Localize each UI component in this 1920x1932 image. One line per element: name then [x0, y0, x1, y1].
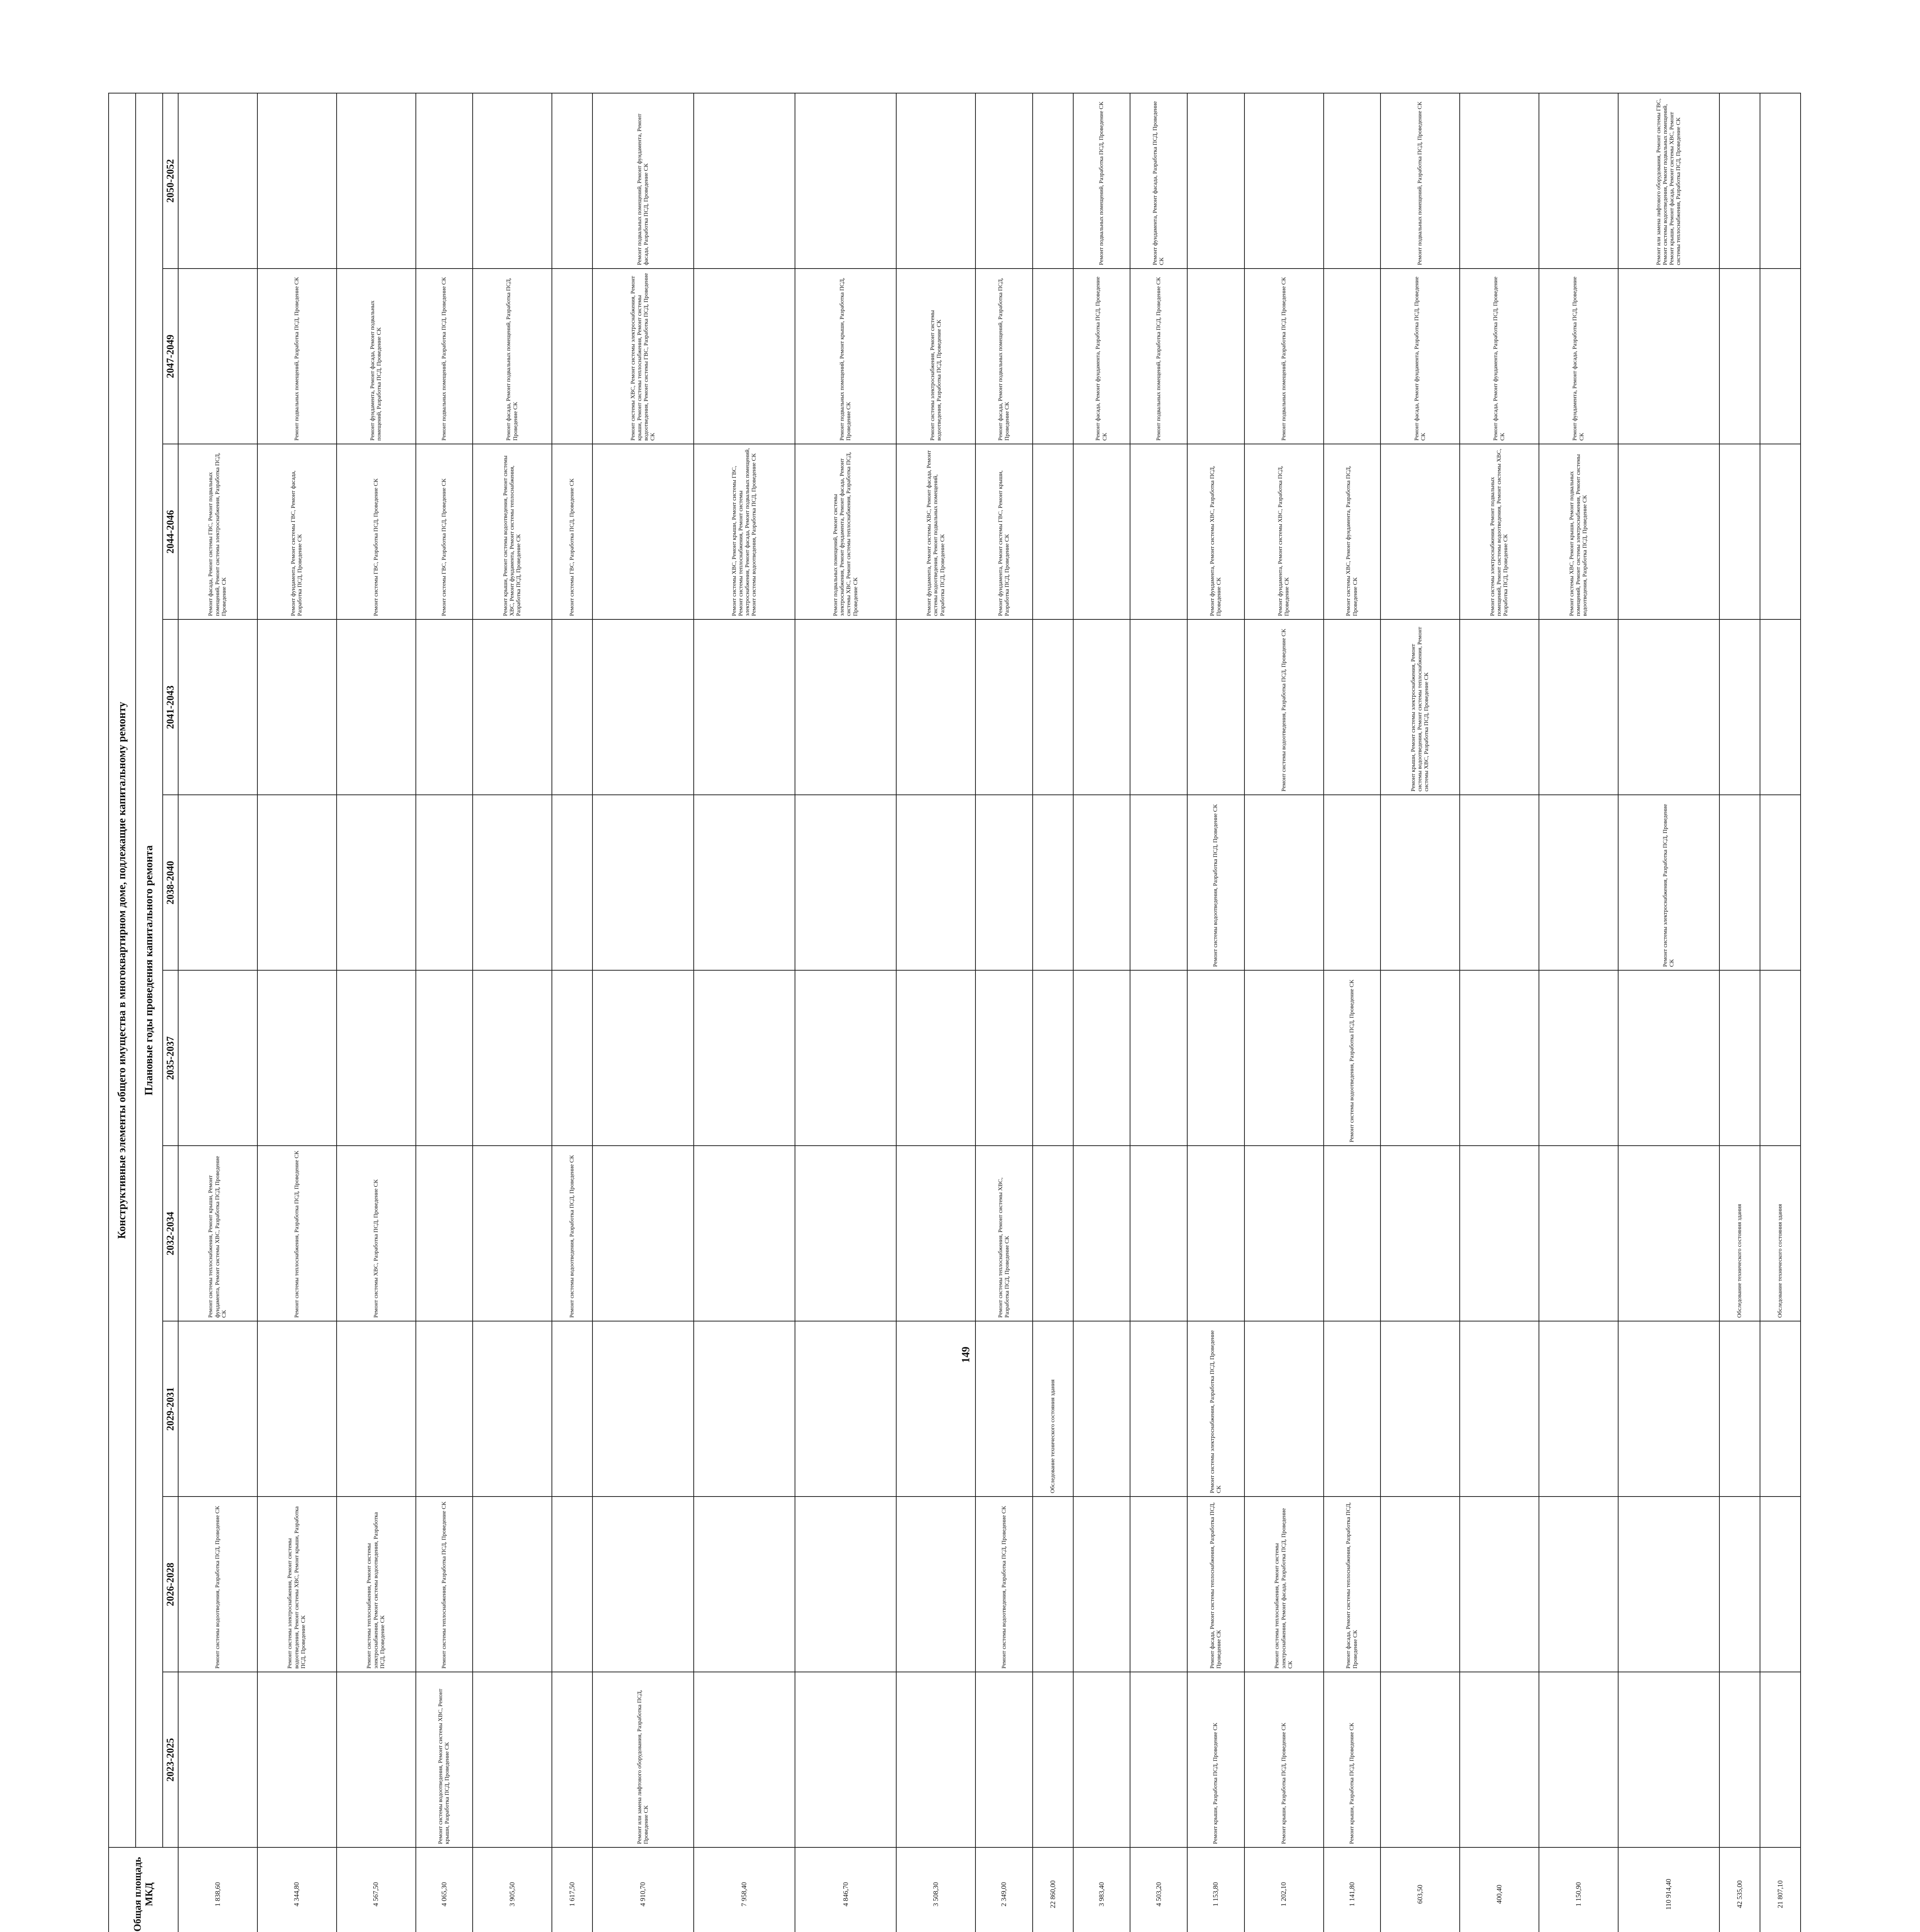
cell-period-work: Обследование технического состояния здания	[1760, 1146, 1801, 1321]
cell-period-work	[975, 1321, 1033, 1497]
cell-period-work	[1244, 1321, 1324, 1497]
cell-period-work	[416, 1146, 473, 1321]
table-row	[1760, 93, 1801, 1932]
cell-period-work: Ремонт системы ХВС, Ремонт крыши, Ремонт системы ГВС, Ремонт системы теплоснабжения, Ремонт системы электроснабжения, Ремонт фасада, Ремонт подвальных помещений, Ремонт системы водоотведения, Разработка ПСД, Проведение СК	[694, 444, 795, 619]
cell-period-work: Ремонт крыши, Ремонт системы электроснабжения, Ремонт системы водоотведения, Ремонт системы теплоснабжения, Ремонт системы ХВС, Разработка ПСД, Проведение СК	[1380, 619, 1460, 795]
cell-area: 110 914,40	[1618, 1847, 1719, 1932]
cell-period-work: Ремонт крыши, Ремонт системы водоотведения, Ремонт системы ХВС, Ремонт фундамента, Ремонт системы теплоснабжения, Разработка ПСД, Проведение СК	[473, 444, 552, 619]
cell-period-work	[1033, 93, 1073, 269]
table-row	[1130, 93, 1187, 1932]
capital-repair-table	[108, 93, 1801, 1932]
cell-period-work	[1539, 1146, 1618, 1321]
cell-period-work	[473, 619, 552, 795]
cell-period-work	[1618, 1146, 1719, 1321]
cell-period-work	[1539, 93, 1618, 269]
cell-period-work	[1719, 444, 1760, 619]
cell-period-work	[337, 1672, 416, 1847]
table-row	[592, 93, 694, 1932]
table-row	[473, 93, 552, 1932]
cell-period-work	[694, 795, 795, 970]
cell-period-work: Обследование технического состояния здания	[1033, 1321, 1073, 1497]
cell-period-work	[473, 795, 552, 970]
cell-period-work: Ремонт подвальных помещений, Разработка ПСД, Проведение СК	[416, 269, 473, 444]
cell-area: 1 150,90	[1539, 1847, 1618, 1932]
cell-period-work	[1618, 1497, 1719, 1672]
cell-area: 1 202,10	[1244, 1847, 1324, 1932]
table-row	[975, 93, 1033, 1932]
cell-period-work	[1187, 269, 1244, 444]
cell-period-work: Ремонт системы водоотведения, Разработка ПСД, Проведение СК	[178, 1497, 257, 1672]
cell-period-work	[1719, 970, 1760, 1146]
cell-period-work	[1073, 1672, 1130, 1847]
table-row	[1324, 93, 1381, 1932]
table-row	[1618, 93, 1719, 1932]
table-row	[896, 93, 975, 1932]
cell-period-work: Ремонт фундамента, Ремонт фасада, Разработка ПСД, Проведение СК	[1539, 269, 1618, 444]
cell-period-work	[1033, 1672, 1073, 1847]
cell-period-work	[795, 1146, 896, 1321]
cell-period-work	[1244, 795, 1324, 970]
cell-period-work: Ремонт системы электроснабжения, Разработка ПСД, Проведение СК	[1618, 795, 1719, 970]
cell-period-work	[1073, 1321, 1130, 1497]
cell-period-work: Ремонт фасада, Ремонт фундамента, Разработка ПСД, Проведение СК	[1460, 269, 1539, 444]
cell-period-work	[1073, 444, 1130, 619]
cell-period-work	[1130, 1672, 1187, 1847]
cell-period-work: Ремонт системы электроснабжения, Ремонт системы водоотведения, Разработка ПСД, Проведение СК	[896, 269, 975, 444]
cell-period-work	[795, 619, 896, 795]
cell-period-work: Ремонт системы водоотведения, Ремонт системы ХВС, Ремонт крыши, Разработка ПСД, Проведение СК	[416, 1672, 473, 1847]
cell-period-work	[1719, 619, 1760, 795]
cell-period-work: Ремонт системы электроснабжения, Разработка ПСД, Проведение СК	[1187, 1321, 1244, 1497]
table-row	[1244, 93, 1324, 1932]
cell-period-work	[694, 1321, 795, 1497]
cell-period-work	[1460, 970, 1539, 1146]
table-row	[257, 93, 337, 1932]
cell-period-work	[592, 1146, 694, 1321]
col-header-period: 2029-2031	[163, 1321, 178, 1497]
cell-period-work: Ремонт системы ГВС, Разработка ПСД, Проведение СК	[416, 444, 473, 619]
cell-period-work	[416, 1321, 473, 1497]
cell-period-work	[1460, 1321, 1539, 1497]
cell-period-work: Ремонт системы теплоснабжения, Разработка ПСД, Проведение СК	[257, 1146, 337, 1321]
cell-period-work	[1073, 795, 1130, 970]
cell-area: 1 141,80	[1324, 1847, 1381, 1932]
cell-period-work	[1539, 1497, 1618, 1672]
cell-period-work	[1460, 1497, 1539, 1672]
cell-period-work: Ремонт подвальных помещений, Разработка ПСД, Проведение СК	[1244, 269, 1324, 444]
cell-area: 4 910,70	[592, 1847, 694, 1932]
cell-period-work	[337, 795, 416, 970]
cell-period-work	[795, 1497, 896, 1672]
cell-period-work	[694, 1497, 795, 1672]
cell-period-work	[473, 1146, 552, 1321]
cell-period-work	[552, 970, 592, 1146]
cell-period-work: Ремонт фасада, Ремонт системы теплоснабжения, Разработка ПСД, Проведение СК	[1187, 1497, 1244, 1672]
cell-period-work	[416, 970, 473, 1146]
cell-period-work	[1618, 269, 1719, 444]
cell-area: 22 860,00	[1033, 1847, 1073, 1932]
cell-period-work	[552, 1321, 592, 1497]
cell-period-work	[592, 1497, 694, 1672]
col-header-period: 2023-2025	[163, 1672, 178, 1847]
table-row	[694, 93, 795, 1932]
table-row	[1187, 93, 1244, 1932]
cell-period-work	[1460, 1146, 1539, 1321]
cell-period-work	[257, 619, 337, 795]
capital-repair-table-wrap	[108, 93, 1801, 1932]
cell-period-work: Ремонт системы ГВС, Разработка ПСД, Проведение СК	[337, 444, 416, 619]
cell-period-work: Ремонт подвальных помещений, Ремонт крыши, Разработка ПСД, Проведение СК	[795, 269, 896, 444]
cell-period-work: Ремонт крыши, Разработка ПСД, Проведение СК	[1324, 1672, 1381, 1847]
cell-period-work: Ремонт фундамента, Ремонт системы ХВС, Разработка ПСД, Проведение СК	[1187, 444, 1244, 619]
cell-area: 7 958,40	[694, 1847, 795, 1932]
cell-period-work: Ремонт системы электроснабжения, Ремонт подвальных помещений, Ремонт системы водоотведения, Ремонт системы ХВС, Разработка ПСД, Проведение СК	[1460, 444, 1539, 619]
cell-period-work	[552, 1672, 592, 1847]
cell-period-work	[1033, 619, 1073, 795]
cell-period-work: Ремонт фасада, Ремонт подвальных помещений, Разработка ПСД, Проведение СК	[975, 269, 1033, 444]
cell-area: 603,50	[1380, 1847, 1460, 1932]
table-row	[1380, 93, 1460, 1932]
cell-period-work: Ремонт системы ХВС, Ремонт крыши, Ремонт подвальных помещений, Ремонт системы электроснабжения, Ремонт системы водоотведения, Разработка ПСД, Проведение СК	[1539, 444, 1618, 619]
cell-period-work	[975, 1672, 1033, 1847]
cell-period-work	[416, 93, 473, 269]
cell-period-work	[1073, 970, 1130, 1146]
cell-period-work	[1187, 93, 1244, 269]
cell-period-work	[592, 970, 694, 1146]
cell-period-work	[552, 93, 592, 269]
cell-period-work	[1130, 1321, 1187, 1497]
cell-period-work: Ремонт системы водоотведения, Разработка ПСД, Проведение СК	[1244, 619, 1324, 795]
cell-period-work	[1618, 1321, 1719, 1497]
cell-period-work	[1618, 444, 1719, 619]
col-header-period: 2041-2043	[163, 619, 178, 795]
cell-area: 3 983,40	[1073, 1847, 1130, 1932]
header-row-2	[136, 93, 163, 1932]
cell-period-work	[473, 1672, 552, 1847]
cell-period-work	[694, 1672, 795, 1847]
cell-period-work	[1539, 1321, 1618, 1497]
cell-period-work	[896, 1672, 975, 1847]
cell-period-work	[416, 619, 473, 795]
cell-period-work	[1130, 1497, 1187, 1672]
cell-period-work	[1073, 1497, 1130, 1672]
cell-period-work	[1324, 619, 1381, 795]
cell-period-work	[1033, 795, 1073, 970]
cell-period-work: Ремонт системы ХВС, Ремонт фундамента, Разработка ПСД, Проведение СК	[1324, 444, 1381, 619]
cell-period-work	[1324, 269, 1381, 444]
cell-period-work: Ремонт подвальных помещений, Разработка ПСД, Проведение СК	[1380, 93, 1460, 269]
cell-period-work	[694, 970, 795, 1146]
cell-period-work	[1618, 970, 1719, 1146]
cell-period-work: Ремонт подвальных помещений, Ремонт фундамента, Ремонт фасада, Разработка ПСД, Проведение СК	[592, 93, 694, 269]
cell-period-work	[1460, 795, 1539, 970]
cell-period-work	[1187, 1146, 1244, 1321]
cell-period-work: Ремонт системы водоотведения, Разработка ПСД, Проведение СК	[1324, 970, 1381, 1146]
cell-period-work	[1460, 619, 1539, 795]
cell-period-work	[337, 970, 416, 1146]
cell-period-work: Ремонт или замена лифтового оборудования, Разработка ПСД, Проведение СК	[592, 1672, 694, 1847]
cell-area: 4 846,70	[795, 1847, 896, 1932]
cell-period-work: Ремонт крыши, Разработка ПСД, Проведение СК	[1187, 1672, 1244, 1847]
cell-period-work: Ремонт системы водоотведения, Разработка ПСД, Проведение СК	[552, 1146, 592, 1321]
cell-period-work	[552, 269, 592, 444]
cell-period-work	[1760, 795, 1801, 970]
cell-period-work	[1380, 1321, 1460, 1497]
cell-period-work	[1719, 1497, 1760, 1672]
cell-period-work	[694, 619, 795, 795]
cell-period-work	[694, 93, 795, 269]
cell-period-work: Ремонт системы теплоснабжения, Разработка ПСД, Проведение СК	[416, 1497, 473, 1672]
cell-area: 4 567,50	[337, 1847, 416, 1932]
cell-period-work	[178, 795, 257, 970]
cell-period-work	[473, 93, 552, 269]
cell-period-work: Ремонт системы электроснабжения, Ремонт системы водоотведения, Ремонт системы ХВС, Ремонт крыши, Разработка ПСД, Проведение СК	[257, 1497, 337, 1672]
plan-header: Плановые годы проведения капитального ремонта	[136, 93, 163, 1847]
table-row	[416, 93, 473, 1932]
cell-period-work	[257, 795, 337, 970]
cell-period-work	[896, 1321, 975, 1497]
cell-period-work	[592, 619, 694, 795]
table-row	[1539, 93, 1618, 1932]
cell-period-work: Ремонт системы теплоснабжения, Ремонт крыши, Ремонт фундамента, Ремонт системы ХВС, Разработка ПСД, Проведение СК	[178, 1146, 257, 1321]
cell-period-work	[1130, 444, 1187, 619]
cell-period-work: Ремонт подвальных помещений, Разработка ПСД, Проведение СК	[1130, 269, 1187, 444]
cell-period-work	[1073, 1146, 1130, 1321]
cell-period-work	[1618, 1672, 1719, 1847]
cell-period-work	[1719, 269, 1760, 444]
cell-period-work: Ремонт системы теплоснабжения, Ремонт системы электроснабжения, Ремонт фасада, Разработка ПСД, Проведение СК	[1244, 1497, 1324, 1672]
table-row	[552, 93, 592, 1932]
cell-period-work	[473, 1497, 552, 1672]
cell-area: 4 503,20	[1130, 1847, 1187, 1932]
cell-period-work	[1130, 1146, 1187, 1321]
cell-period-work: Ремонт системы ГВС, Разработка ПСД, Проведение СК	[552, 444, 592, 619]
cell-period-work	[1324, 795, 1381, 970]
col-header-period: 2026-2028	[163, 1497, 178, 1672]
cell-period-work	[896, 1497, 975, 1672]
cell-area: 3 905,50	[473, 1847, 552, 1932]
cell-period-work	[1539, 619, 1618, 795]
cell-period-work	[178, 1321, 257, 1497]
cell-area: 3 508,30	[896, 1847, 975, 1932]
cell-period-work: Ремонт подвальных помещений, Разработка ПСД, Проведение СК	[257, 269, 337, 444]
col-header-area: Общая площадь МКД	[109, 1847, 178, 1932]
cell-period-work	[592, 444, 694, 619]
cell-period-work: Обследование технического состояния здания	[1719, 1146, 1760, 1321]
cell-period-work	[1130, 970, 1187, 1146]
cell-period-work	[1380, 795, 1460, 970]
cell-period-work	[552, 1497, 592, 1672]
cell-area: 1 838,60	[178, 1847, 257, 1932]
cell-period-work	[1033, 269, 1073, 444]
cell-period-work: Ремонт или замена лифтового оборудования, Ремонт системы ГВС, Ремонт системы водоотведения, Ремонт подвальных помещений, Ремонт крыши, Ремонт фасада, Ремонт системы ХВС, Ремонт системы теплоснабжения, Разработка ПСД, Проведение СК	[1618, 93, 1719, 269]
cell-period-work	[1460, 93, 1539, 269]
cell-period-work	[1380, 1146, 1460, 1321]
cell-period-work	[1760, 1497, 1801, 1672]
cell-period-work: Ремонт системы теплоснабжения, Ремонт системы ХВС, Разработка ПСД, Проведение СК	[975, 1146, 1033, 1321]
cell-period-work	[975, 795, 1033, 970]
cell-period-work: Ремонт фундамента, Ремонт фасада, Разработка ПСД, Проведение СК	[1130, 93, 1187, 269]
cell-period-work	[337, 93, 416, 269]
cell-period-work	[1539, 970, 1618, 1146]
cell-period-work	[592, 795, 694, 970]
cell-period-work	[975, 970, 1033, 1146]
cell-period-work	[473, 1321, 552, 1497]
cell-period-work: Ремонт подвальных помещений, Разработка ПСД, Проведение СК	[1073, 93, 1130, 269]
cell-period-work	[1460, 1672, 1539, 1847]
cell-period-work: Ремонт системы теплоснабжения, Ремонт системы электроснабжения, Ремонт системы водоотведения, Разработка ПСД, Проведение СК	[337, 1497, 416, 1672]
cell-period-work	[896, 93, 975, 269]
cell-period-work	[1033, 444, 1073, 619]
col-header-period: 2050-2052	[163, 93, 178, 269]
cell-period-work	[795, 1672, 896, 1847]
cell-period-work	[178, 93, 257, 269]
cell-period-work: Ремонт фундамента, Ремонт системы ХВС, Ремонт фасада, Ремонт системы водоотведения, Ремонт подвальных помещений, Разработка ПСД, Проведение СК	[896, 444, 975, 619]
cell-area: 4 344,80	[257, 1847, 337, 1932]
cell-period-work	[1380, 1672, 1460, 1847]
cell-period-work	[178, 619, 257, 795]
cell-period-work	[1244, 93, 1324, 269]
cell-period-work	[1130, 619, 1187, 795]
col-header-period: 2047-2049	[163, 269, 178, 444]
cell-area: 42 535,00	[1719, 1847, 1760, 1932]
cell-period-work: Ремонт крыши, Разработка ПСД, Проведение СК	[1244, 1672, 1324, 1847]
cell-period-work: Ремонт фасада, Ремонт подвальных помещений, Разработка ПСД, Проведение СК	[473, 269, 552, 444]
cell-period-work	[1380, 444, 1460, 619]
cell-period-work: Ремонт фундамента, Ремонт фасада, Ремонт подвальных помещений, Разработка ПСД, Проведение СК	[337, 269, 416, 444]
cell-period-work	[592, 1321, 694, 1497]
cell-period-work	[1324, 1321, 1381, 1497]
cell-period-work	[552, 795, 592, 970]
cell-period-work	[975, 619, 1033, 795]
table-row	[337, 93, 416, 1932]
page-number: 149	[960, 1347, 972, 1363]
cell-area: 400,40	[1460, 1847, 1539, 1932]
cell-period-work	[178, 269, 257, 444]
cell-period-work	[896, 619, 975, 795]
cell-period-work	[178, 1672, 257, 1847]
cell-period-work	[1760, 1321, 1801, 1497]
cell-period-work	[1033, 1497, 1073, 1672]
cell-area: 21 807,10	[1760, 1847, 1801, 1932]
cell-period-work	[257, 1321, 337, 1497]
cell-period-work	[1187, 970, 1244, 1146]
cell-period-work	[1324, 1146, 1381, 1321]
cell-period-work: Ремонт системы ХВС, Разработка ПСД, Проведение СК	[337, 1146, 416, 1321]
cell-period-work	[1380, 970, 1460, 1146]
cell-period-work: Ремонт фасада, Ремонт фундамента, Разработка ПСД, Проведение СК	[1073, 269, 1130, 444]
cell-period-work	[1244, 970, 1324, 1146]
cell-period-work	[896, 795, 975, 970]
cell-period-work	[975, 93, 1033, 269]
cell-period-work	[257, 970, 337, 1146]
cell-period-work	[337, 619, 416, 795]
cell-period-work	[1760, 970, 1801, 1146]
cell-period-work	[1760, 619, 1801, 795]
cell-period-work: Ремонт фундамента, Ремонт системы ГВС, Ремонт крыши, Разработка ПСД, Проведение СК	[975, 444, 1033, 619]
cell-period-work: Ремонт системы водоотведения, Разработка ПСД, Проведение СК	[975, 1497, 1033, 1672]
cell-period-work: Ремонт фундамента, Ремонт системы ГВС, Ремонт фасада, Разработка ПСД, Проведение СК	[257, 444, 337, 619]
cell-period-work	[1760, 444, 1801, 619]
cell-period-work: Ремонт фундамента, Ремонт системы ХВС, Разработка ПСД, Проведение СК	[1244, 444, 1324, 619]
super-header: Конструктивные элементы общего имущества в многоквартирном доме, подлежащие капитальному ремонту	[109, 93, 136, 1847]
cell-period-work: Ремонт системы водоотведения, Разработка ПСД, Проведение СК	[1187, 795, 1244, 970]
cell-period-work	[1719, 93, 1760, 269]
cell-period-work	[1719, 1672, 1760, 1847]
cell-period-work: Ремонт фасада, Ремонт фундамента, Разработка ПСД, Проведение СК	[1380, 269, 1460, 444]
cell-period-work	[473, 970, 552, 1146]
cell-period-work	[257, 93, 337, 269]
cell-period-work: Ремонт фасада, Ремонт системы теплоснабжения, Разработка ПСД, Проведение СК	[1324, 1497, 1381, 1672]
cell-period-work	[1760, 269, 1801, 444]
cell-period-work	[795, 1321, 896, 1497]
cell-area: 4 065,30	[416, 1847, 473, 1932]
cell-period-work	[896, 970, 975, 1146]
cell-period-work	[1380, 1497, 1460, 1672]
col-header-period: 2044-2046	[163, 444, 178, 619]
header-row-periods	[163, 93, 178, 1932]
col-header-period: 2038-2040	[163, 795, 178, 970]
cell-period-work	[1324, 93, 1381, 269]
cell-period-work	[1618, 619, 1719, 795]
cell-period-work	[257, 1672, 337, 1847]
cell-period-work	[416, 795, 473, 970]
cell-period-work	[1719, 795, 1760, 970]
cell-period-work	[552, 619, 592, 795]
cell-period-work	[1760, 93, 1801, 269]
cell-period-work	[896, 1146, 975, 1321]
cell-period-work	[1760, 1672, 1801, 1847]
cell-period-work	[1539, 795, 1618, 970]
cell-period-work	[1130, 795, 1187, 970]
cell-period-work	[694, 269, 795, 444]
cell-period-work	[1073, 619, 1130, 795]
table-body	[178, 93, 1801, 1932]
col-header-period: 2035-2037	[163, 970, 178, 1146]
table-row	[178, 93, 257, 1932]
table-row	[1073, 93, 1130, 1932]
table-row	[1033, 93, 1073, 1932]
cell-period-work	[1244, 1146, 1324, 1321]
cell-period-work	[178, 970, 257, 1146]
cell-period-work	[1539, 1672, 1618, 1847]
cell-period-work	[1033, 970, 1073, 1146]
cell-area: 2 349,00	[975, 1847, 1033, 1932]
header-row-1	[109, 93, 136, 1932]
cell-period-work: Ремонт подвальных помещений, Ремонт системы электроснабжения, Ремонт фундамента, Ремонт фасада, Ремонт системы ХВС, Ремонт системы теплоснабжения, Разработка ПСД, Проведение СК	[795, 444, 896, 619]
cell-period-work	[337, 1321, 416, 1497]
cell-area: 1 153,80	[1187, 1847, 1244, 1932]
table-row	[795, 93, 896, 1932]
cell-period-work	[795, 93, 896, 269]
cell-area: 1 617,50	[552, 1847, 592, 1932]
cell-period-work: Ремонт фасада, Ремонт системы ГВС, Ремонт подвальных помещений, Ремонт системы электроснабжения, Разработка ПСД, Проведение СК	[178, 444, 257, 619]
cell-period-work	[795, 970, 896, 1146]
cell-period-work	[1187, 619, 1244, 795]
table-row	[1719, 93, 1760, 1932]
cell-period-work	[795, 795, 896, 970]
table-row	[1460, 93, 1539, 1932]
col-header-period: 2032-2034	[163, 1146, 178, 1321]
cell-period-work: Ремонт системы ХВС, Ремонт системы электроснабжения, Ремонт крыши, Ремонт системы теплоснабжения, Ремонт системы водоотведения, Ремонт системы ГВС, Разработка ПСД, Проведение СК	[592, 269, 694, 444]
cell-period-work	[1033, 1146, 1073, 1321]
cell-period-work	[694, 1146, 795, 1321]
cell-period-work	[1719, 1321, 1760, 1497]
